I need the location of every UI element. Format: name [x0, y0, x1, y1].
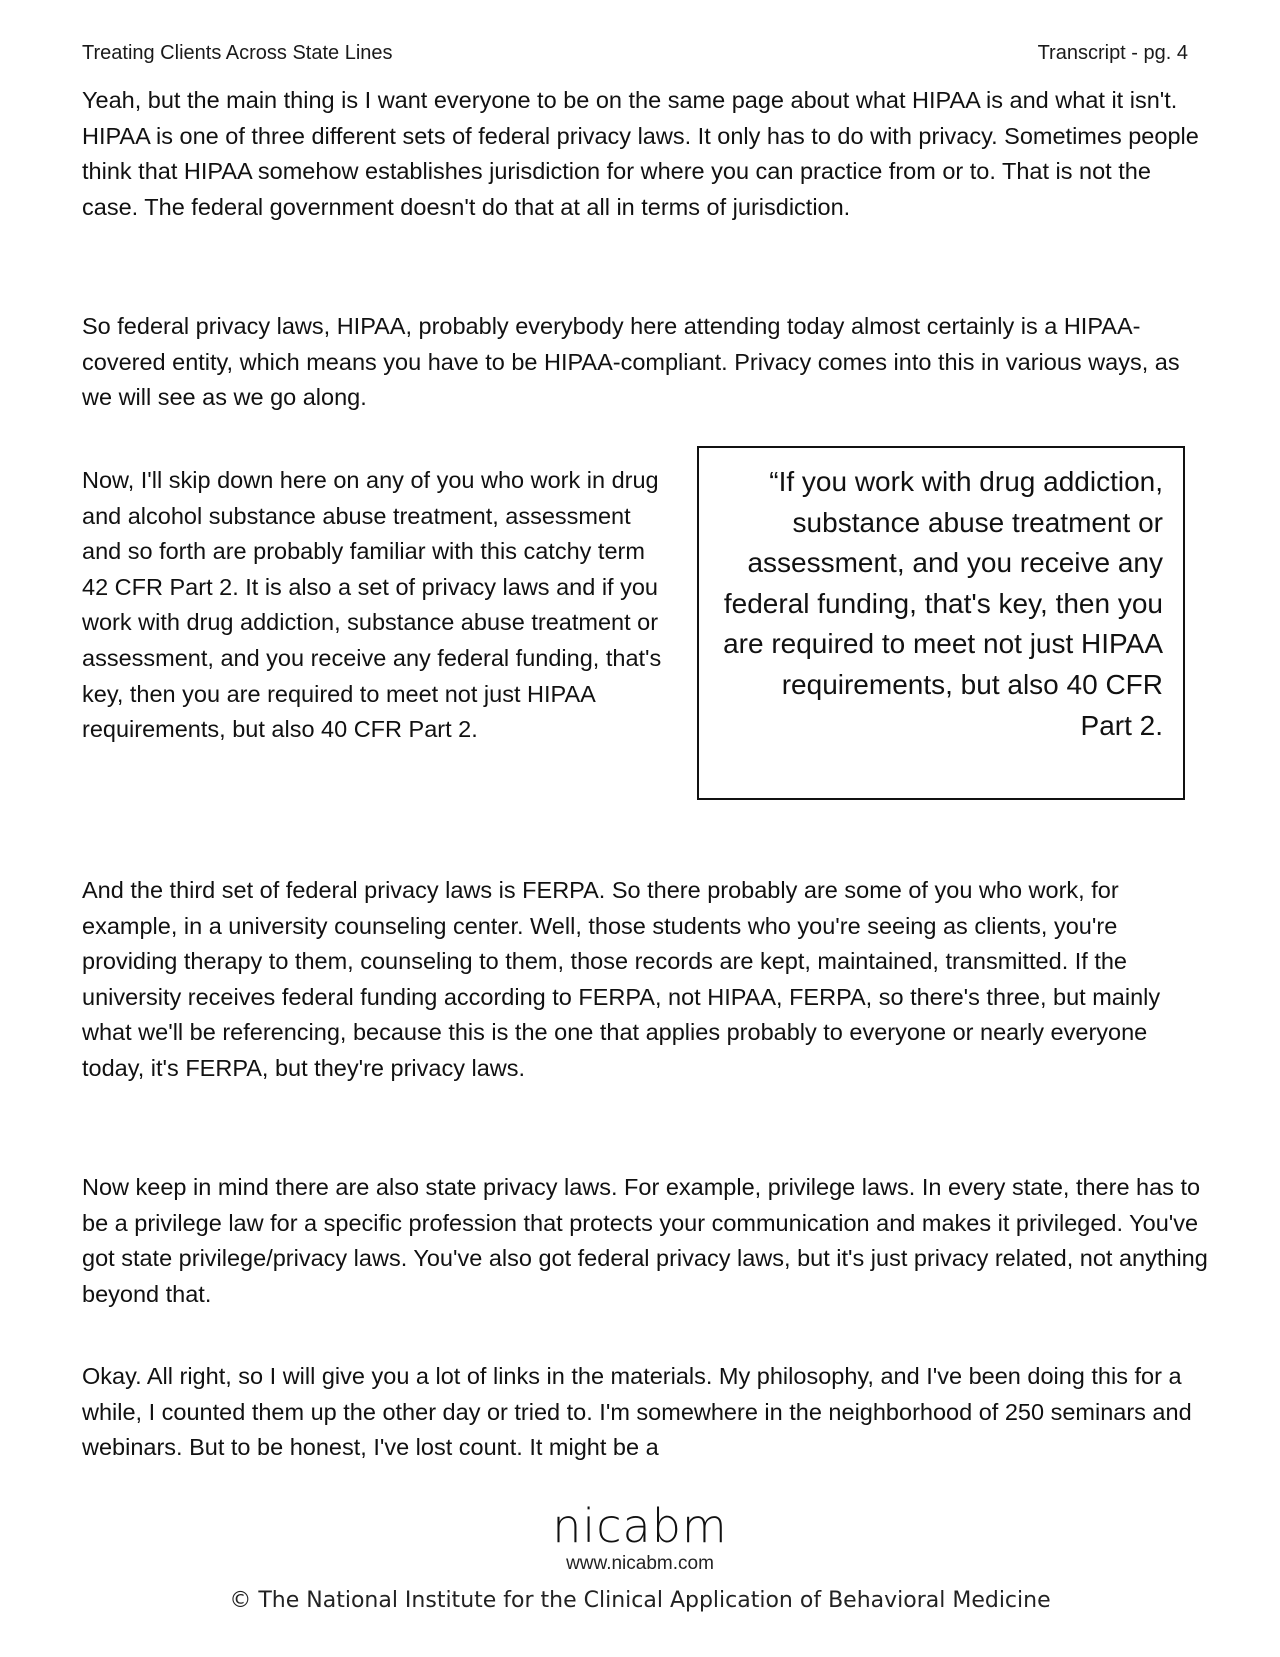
page-footer [0, 1500, 1280, 1613]
paragraph-hipaa-intro: Yeah, but the main thing is I want everyone to be on the same page about what HIPAA is and what it isn't. HIPAA is one of three different sets of federal privacy laws. It only has to do with privacy. Sometimes people think that HIPAA somehow establishes jurisdiction for where you can practice from or to. That is not the case. The federal government doesn't do that at all in terms of jurisdiction. [82, 87, 1199, 220]
paragraph-state-privacy: Now keep in mind there are also state privacy laws. For example, privilege laws. In every state, there has to be a privilege law for a specific profession that protects your communication and makes it privileged. You've got state privilege/privacy laws. You've also got federal privacy laws, but it's just privacy related, not anything beyond that. [82, 1174, 1208, 1307]
paragraph-ferpa: And the third set of federal privacy laws is FERPA. So there probably are some of you who work, for example, in a university counseling center. Well, those students who you're seeing as clients, you're providing therapy to them, counseling to them, those records are kept, maintained, transmitted. If the university receives federal funding according to FERPA, not HIPAA, FERPA, so there's three, but mainly what we'll be referencing, because this is the one that applies probably to everyone or nearly everyone today, it's FERPA, but they're privacy laws. [82, 877, 1161, 1081]
copyright-notice: © The National Institute for the Clinical Application of Behavioral Medicine [229, 1588, 1051, 1613]
pull-quote-box [697, 446, 1185, 800]
page-number: Transcript - pg. 4 [1037, 41, 1188, 64]
nicabm-logo: nicabm [552, 1499, 728, 1553]
pull-quote-text: “If you work with drug addiction, substance abuse treatment or assessment, and you receive any federal funding, that's key, then you are required to meet not just HIPAA requirements, but also 40 CFR Part 2. [723, 466, 1163, 741]
page-header [82, 38, 1188, 68]
paragraph-federal-privacy: So federal privacy laws, HIPAA, probably everybody here attending today almost certainly is a HIPAA-covered entity, which means you have to be HIPAA-compliant. Privacy comes into this in various ways, as we will see as we go along. [82, 313, 1180, 411]
paragraph-links: Okay. All right, so I will give you a lot of links in the materials. My philosophy, and I've been doing this for a while, I counted them up the other day or tried to. I'm somewhere in the neighborhood of 250 seminars and webinars. But to be honest, I've lost count. It might be a [82, 1363, 1192, 1461]
website-url: www.nicabm.com [566, 1553, 714, 1574]
document-title: Treating Clients Across State Lines [82, 41, 393, 64]
paragraph-42-cfr: Now, I'll skip down here on any of you who work in drug and alcohol substance abuse treatment, assessment and so forth are probably familiar with this catchy term 42 CFR Part 2. It is also a set of privacy laws and if you work with drug addiction, substance abuse treatment or assessment, and you receive any federal funding, that's key, then you are required to meet not just HIPAA requirements, but also 40 CFR Part 2. [82, 467, 662, 743]
